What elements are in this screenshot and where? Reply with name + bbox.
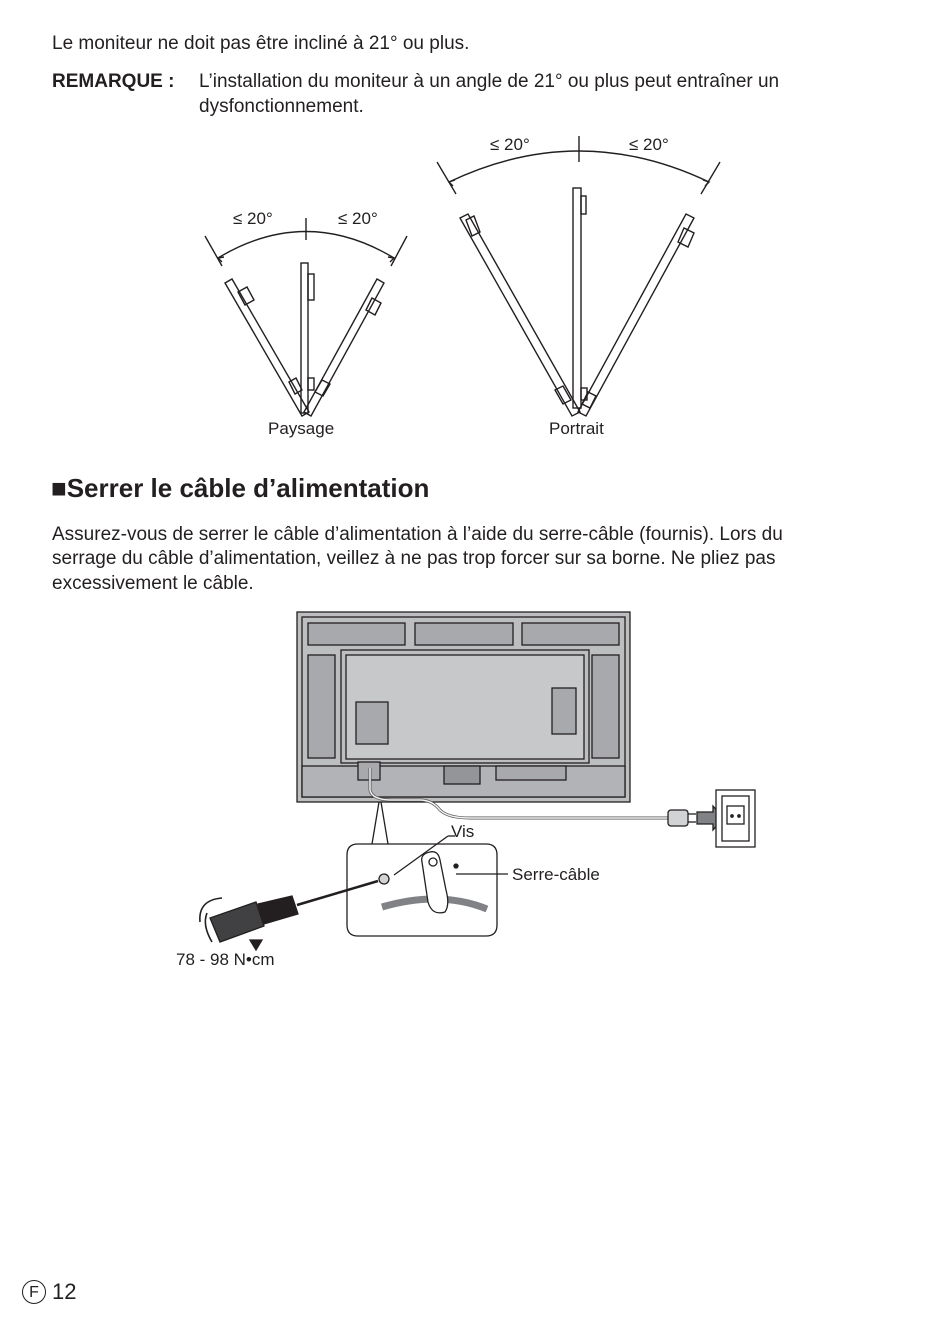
portrait-angle-left: ≤ 20° [490, 135, 530, 154]
section-heading [51, 472, 429, 504]
landscape-angle-left: ≤ 20° [233, 209, 273, 228]
cable-clamp-diagram [0, 600, 950, 1000]
portrait-monitor-figure [437, 136, 720, 416]
portrait-caption: Portrait [549, 419, 604, 438]
label-screw: Vis [451, 822, 475, 841]
note-text-line-1: L’installation du moniteur à un angle de 21° ou plus peut entraîner un [199, 71, 780, 92]
paragraph-line-3: excessivement le câble. [52, 573, 254, 594]
note-text-line-2: dysfonctionnement. [199, 96, 364, 117]
label-cable-clamp: Serre-câble [512, 865, 600, 884]
wall-outlet-icon [716, 790, 755, 847]
intro-sentence: Le moniteur ne doit pas être incliné à 21° ou plus. [52, 33, 470, 54]
note-label: REMARQUE : [52, 71, 175, 92]
tilt-diagram [0, 0, 950, 450]
landscape-monitor-figure [205, 218, 407, 416]
landscape-angle-right: ≤ 20° [338, 209, 378, 228]
paragraph-line-2: serrage du câble d’alimentation, veillez à ne pas trop forcer sur sa borne. Ne pliez pas [52, 548, 776, 569]
landscape-caption: Paysage [268, 419, 335, 438]
portrait-angle-right: ≤ 20° [629, 135, 669, 154]
paragraph-line-1: Assurez-vous de serrer le câble d’alimentation à l’aide du serre-câble (fournis). Lors du [52, 524, 783, 545]
torque-label: 78 - 98 N•cm [176, 950, 275, 969]
detail-callout-box [347, 844, 497, 936]
heading-bullet: ■ [51, 473, 67, 503]
page-number: 12 [52, 1279, 77, 1304]
section-title: Serrer le câble d’alimentation [66, 473, 430, 503]
plug-icon [668, 810, 696, 826]
monitor-back-panel [297, 612, 630, 802]
language-marker: F [22, 1280, 46, 1304]
